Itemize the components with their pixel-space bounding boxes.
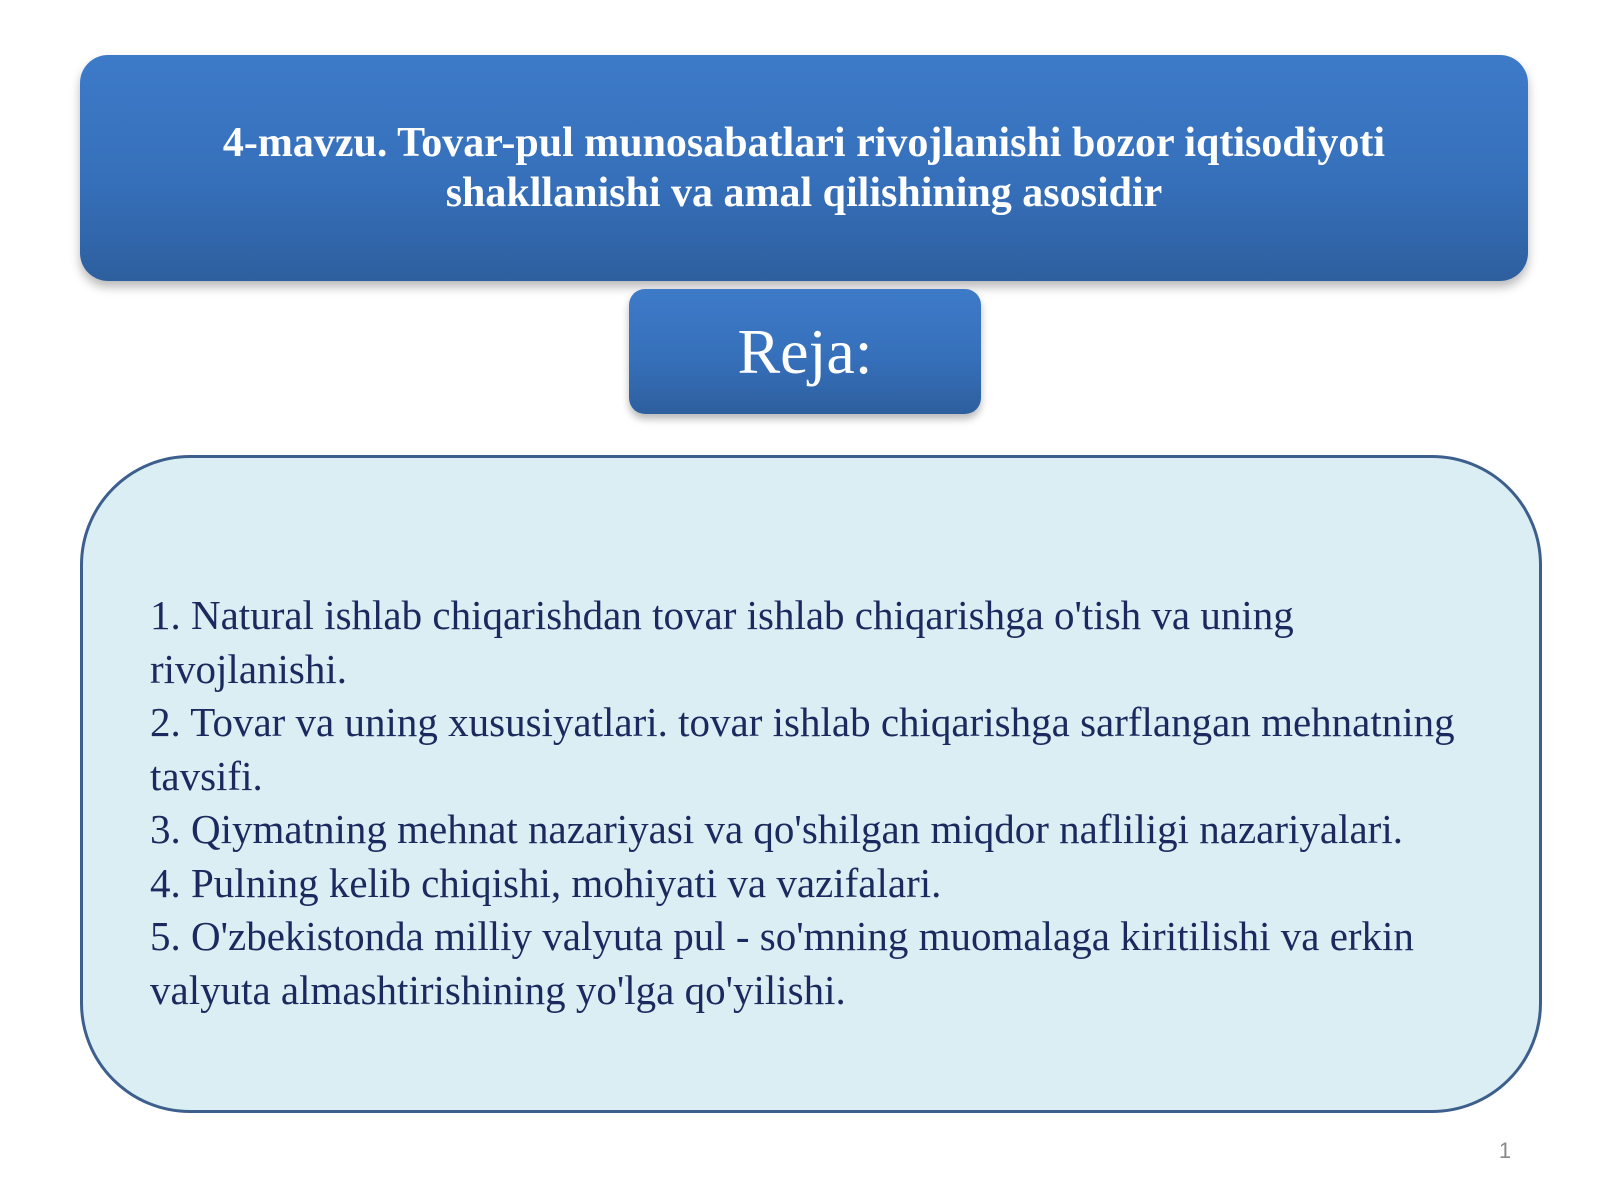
plan-item-2: 2. Tovar va uning xususiyatlari. tovar ishlab chiqarishga sarflangan mehnatning tavsifi. <box>150 699 1455 799</box>
page-number: 1 <box>1498 1138 1512 1163</box>
slide-title: 4-mavzu. Tovar-pul munosabatlari rivojlanishi bozor iqtisodiyoti shakllanishi va amal qilishining asosidir <box>222 120 1386 216</box>
plan-heading-banner <box>629 289 981 414</box>
plan-item-3: 3. Qiymatning mehnat nazariyasi va qo'shilgan miqdor nafliligi nazariyalari. <box>150 806 1403 852</box>
plan-list <box>150 589 1470 1017</box>
title-banner <box>80 55 1528 281</box>
plan-heading: Reja: <box>737 315 873 387</box>
plan-item-4: 4. Pulning kelib chiqishi, mohiyati va vazifalari. <box>150 859 942 906</box>
plan-item-5: 5. O'zbekistonda milliy valyuta pul - so'mning muomalaga kiritilishi va erkin valyuta almashtirishining yo'lga qo'yilishi. <box>150 913 1414 1013</box>
plan-item-1: 1. Natural ishlab chiqarishdan tovar ishlab chiqarishga o'tish va uning rivojlanishi. <box>150 592 1294 692</box>
